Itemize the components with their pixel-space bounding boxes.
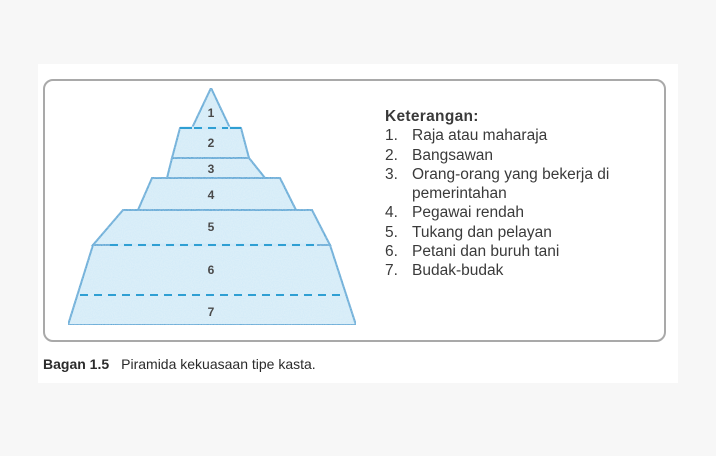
figure-caption [43, 356, 316, 372]
tier-4-block [138, 178, 296, 210]
legend-item-number: 1. [385, 127, 398, 145]
tier-1-label: 1 [207, 106, 215, 120]
legend-item [385, 261, 609, 280]
tier-3-block [167, 158, 265, 178]
legend-item-number: 6. [385, 243, 398, 261]
tier-3-label: 3 [207, 162, 215, 176]
legend-item-text: Orang-orang yang bekerja di [412, 165, 610, 183]
legend-item [385, 165, 609, 184]
legend-item-text: Bangsawan [412, 146, 494, 164]
legend-item-text: pemerintahan [412, 185, 507, 203]
caption-text: Piramida kekuasaan tipe kasta. [121, 356, 316, 372]
caption-label: Bagan 1.5 [43, 356, 110, 372]
legend-title: Keterangan: [385, 108, 479, 125]
legend-item [385, 223, 609, 242]
legend-item-number: 7. [385, 262, 398, 280]
legend-item-number: 5. [385, 223, 398, 241]
figure [38, 64, 678, 383]
legend-item [385, 242, 609, 261]
legend-item-text: Petani dan buruh tani [412, 243, 560, 261]
tier-7-label: 7 [207, 305, 215, 319]
legend-item-number: 3. [385, 165, 398, 183]
tier-4-label: 4 [207, 188, 215, 202]
legend-item [385, 126, 609, 145]
legend-item-number: 2. [385, 146, 398, 164]
legend-item-text: Budak-budak [412, 262, 504, 280]
legend-item-text: Raja atau maharaja [412, 127, 548, 145]
tier-6-label: 6 [207, 263, 215, 277]
legend-item-text: Pegawai rendah [412, 204, 525, 222]
legend-item-text: Tukang dan pelayan [412, 223, 552, 241]
tier-5-label: 5 [207, 220, 215, 234]
legend [385, 107, 609, 281]
tier-2-label: 2 [207, 136, 215, 150]
legend-item [385, 146, 609, 165]
legend-item-number: 4. [385, 204, 398, 222]
legend-item-continuation [385, 184, 609, 203]
legend-item [385, 203, 609, 222]
legend-indent [385, 184, 412, 203]
